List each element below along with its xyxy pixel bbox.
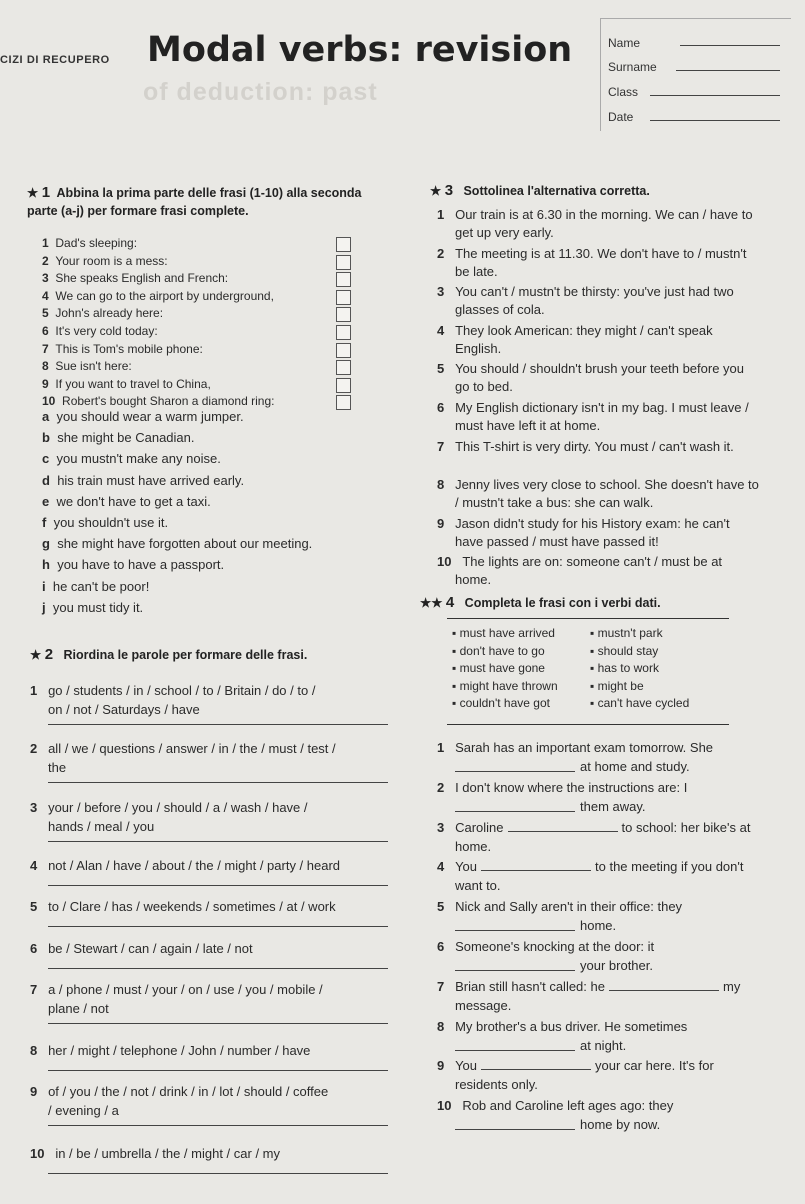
- item-text: you shouldn't use it.: [53, 515, 169, 530]
- item-number: 5: [437, 899, 445, 915]
- item-text-cont: at night.: [580, 1037, 627, 1053]
- list-item: [30, 982, 323, 997]
- list-item: [42, 451, 221, 466]
- list-item: [42, 271, 228, 285]
- item-text: Sarah has an important exam tomorrow. She: [455, 740, 714, 755]
- item-text: John's already here:: [55, 306, 164, 321]
- answer-checkbox[interactable]: [336, 272, 351, 287]
- item-number: 3: [437, 819, 445, 835]
- class-field[interactable]: [650, 95, 780, 96]
- list-item: [42, 377, 211, 391]
- item-words: be / Stewart / can / again / late / not: [48, 941, 253, 956]
- list-item: [30, 1043, 310, 1058]
- item-text-cont: them away.: [580, 798, 646, 814]
- item-text: Robert's bought Sharon a diamond ring:: [62, 394, 275, 409]
- item-letter: e: [42, 493, 50, 509]
- list-item: [437, 1098, 673, 1113]
- item-text: Sue isn't here:: [55, 359, 132, 374]
- item-text: You: [455, 859, 478, 875]
- item-number: 7: [437, 978, 445, 994]
- ex4-number: 4: [445, 594, 455, 611]
- item-number: 4: [42, 288, 49, 303]
- item-number: 7: [437, 438, 445, 454]
- list-item: [42, 600, 143, 615]
- list-item: [30, 941, 253, 956]
- item-text: he can't be poor!: [52, 578, 150, 594]
- item-words: all / we / questions / answer / in / the / must / test /: [48, 741, 336, 756]
- item-text: you must tidy it.: [52, 599, 144, 615]
- item-letter: g: [42, 536, 50, 552]
- item-words: to / Clare / has / weekends / sometimes / at / work: [48, 899, 336, 914]
- list-item: [42, 409, 244, 424]
- verb-option: ▪ should stay: [590, 643, 659, 658]
- surname-label: Surname: [608, 60, 657, 74]
- ex2-heading: [30, 646, 307, 663]
- item-text: you mustn't make any noise.: [56, 451, 221, 467]
- item-number: 4: [437, 322, 445, 338]
- answer-checkbox[interactable]: [336, 343, 351, 358]
- list-item: [42, 359, 132, 373]
- item-text: It's very cold today:: [55, 324, 158, 338]
- verb-option: ▪ can't have cycled: [590, 696, 690, 710]
- item-number: 2: [42, 253, 49, 268]
- item-number: 4: [30, 858, 38, 873]
- item-text-cont: residents only.: [455, 1077, 538, 1093]
- list-item: [437, 820, 750, 835]
- item-number: 7: [42, 341, 49, 356]
- list-item: [30, 800, 308, 815]
- list-item: [437, 323, 713, 338]
- item-number: 9: [437, 515, 445, 531]
- item-number: 5: [437, 361, 445, 377]
- answer-checkbox[interactable]: [336, 395, 351, 410]
- date-label: Date: [608, 110, 634, 124]
- item-text: She speaks English and French:: [55, 271, 229, 286]
- item-text-cont: want to.: [455, 878, 501, 894]
- verb-option: ▪ mustn't park: [590, 626, 663, 640]
- item-text-cont: get up very early.: [455, 225, 554, 240]
- item-text: The lights are on: someone can't / must be at: [462, 554, 723, 570]
- item-number: 3: [30, 800, 38, 815]
- item-number: 9: [30, 1084, 38, 1099]
- list-item: [437, 361, 744, 376]
- answer-checkbox[interactable]: [336, 237, 351, 252]
- item-text: you have to have a passport.: [57, 557, 225, 573]
- item-number: 10: [42, 394, 56, 409]
- item-text: If you want to travel to China,: [55, 376, 211, 391]
- item-text-cont: be late.: [455, 263, 498, 279]
- item-text: Caroline: [455, 819, 504, 835]
- verb-option: ▪ don't have to go: [452, 643, 545, 658]
- item-number: 1: [30, 683, 38, 698]
- item-number: 5: [42, 306, 49, 321]
- item-words: her / might / telephone / John / number / have: [48, 1043, 311, 1058]
- item-text: We can go to the airport by underground,: [55, 288, 274, 303]
- list-item: [42, 579, 149, 594]
- list-item: [42, 557, 224, 572]
- list-item: [42, 473, 244, 488]
- list-item: [30, 741, 336, 756]
- class-label: Class: [608, 85, 639, 99]
- name-label: Name: [608, 36, 641, 50]
- ex1-instruction-2: parte (a-j) per formare frasi complete.: [27, 204, 249, 218]
- verb-option: ▪ might have thrown: [452, 678, 558, 693]
- list-item: [437, 284, 734, 299]
- item-words: go / students / in / school / to / Britain / do / to /: [48, 683, 316, 698]
- item-text: his train must have arrived early.: [57, 472, 245, 488]
- item-words: of / you / the / not / drink / in / lot / should / coffee: [48, 1084, 329, 1099]
- list-item: [30, 858, 340, 873]
- answer-line[interactable]: [48, 885, 388, 886]
- list-item: [42, 254, 168, 268]
- item-number: 8: [437, 477, 445, 493]
- item-text: Someone's knocking at the door: it: [455, 939, 655, 954]
- answer-line[interactable]: [48, 841, 388, 842]
- answer-blank[interactable]: [455, 1129, 575, 1130]
- answer-blank[interactable]: [609, 980, 719, 991]
- ex1-instruction-1: Abbina la prima parte delle frasi (1-10) alla seconda: [56, 186, 362, 200]
- item-words-cont: the: [48, 760, 67, 775]
- item-number: 2: [437, 779, 445, 795]
- item-text: Dad's sleeping:: [55, 236, 138, 250]
- item-text: you should wear a warm jumper.: [56, 409, 244, 424]
- item-text: My English dictionary isn't in my bag. I must leave /: [455, 400, 749, 415]
- item-text-cont: home.: [580, 918, 617, 934]
- item-words: not / Alan / have / about / the / might / party / heard: [48, 858, 341, 873]
- page-title: Modal verbs: revision: [147, 30, 573, 70]
- verb-text: don't have to go: [459, 643, 545, 658]
- item-text-cont: English.: [455, 340, 502, 356]
- answer-line[interactable]: [48, 968, 388, 969]
- item-text: My brother's a bus driver. He sometimes: [455, 1018, 688, 1034]
- item-letter: f: [42, 515, 47, 530]
- list-item: [42, 289, 274, 303]
- list-item: [437, 400, 749, 415]
- name-field[interactable]: [680, 45, 780, 46]
- item-text-after-blank: to the meeting if you don't: [595, 859, 744, 875]
- verb-text: can't have cycled: [597, 696, 690, 710]
- item-number: 9: [437, 1058, 445, 1074]
- date-field[interactable]: [650, 120, 780, 121]
- answer-blank[interactable]: [455, 771, 575, 772]
- list-item: [437, 899, 682, 914]
- answer-line[interactable]: [48, 1125, 388, 1126]
- answer-checkbox[interactable]: [336, 378, 351, 393]
- item-text: Your room is a mess:: [55, 253, 168, 268]
- verb-box-top-rule: [447, 618, 729, 619]
- verb-box-bottom-rule: [447, 724, 729, 725]
- list-item: [437, 1058, 714, 1073]
- list-item: [30, 1146, 280, 1161]
- answer-blank[interactable]: [508, 821, 618, 832]
- item-letter: a: [42, 409, 50, 424]
- star-icon: ★: [430, 184, 442, 198]
- item-number: 7: [30, 982, 38, 997]
- item-words-cont: plane / not: [48, 1001, 109, 1016]
- verb-text: might have thrown: [459, 678, 558, 693]
- answer-blank[interactable]: [455, 970, 575, 971]
- verb-text: has to work: [597, 661, 659, 675]
- item-number: 2: [30, 741, 38, 756]
- item-number: 3: [42, 271, 49, 286]
- item-letter: h: [42, 557, 50, 573]
- list-item: [42, 536, 312, 551]
- list-item: [42, 306, 163, 320]
- verb-option: ▪ might be: [590, 678, 644, 693]
- answer-checkbox[interactable]: [336, 290, 351, 305]
- answer-blank[interactable]: [481, 1059, 591, 1070]
- verb-text: must have arrived: [459, 626, 555, 640]
- item-text: Rob and Caroline left ages ago: they: [462, 1098, 674, 1114]
- item-text: we don't have to get a taxi.: [56, 493, 211, 509]
- ex4-instruction: Completa le frasi con i verbi dati.: [464, 596, 661, 610]
- star-icon: ★: [30, 648, 42, 662]
- list-item: [437, 246, 746, 261]
- item-text: You should / shouldn't brush your teeth before you: [455, 361, 745, 377]
- verb-option: ▪ couldn't have got: [452, 696, 550, 710]
- item-number: 2: [437, 245, 445, 261]
- ex1-heading: [27, 184, 362, 201]
- list-item: [437, 207, 753, 222]
- list-item: [30, 1084, 328, 1099]
- star-icon: ★★: [420, 596, 443, 610]
- side-label: CIZI DI RECUPERO: [0, 54, 110, 66]
- answer-line[interactable]: [48, 1070, 388, 1071]
- item-number: 9: [42, 376, 49, 391]
- bleed-through-text: of deduction: past: [143, 78, 378, 106]
- item-words: a / phone / must / your / on / use / you / mobile /: [48, 982, 323, 997]
- answer-checkbox[interactable]: [336, 325, 351, 340]
- answer-checkbox[interactable]: [336, 255, 351, 270]
- star-icon: ★: [27, 186, 39, 200]
- ex3-number: 3: [444, 182, 454, 199]
- item-text-after-blank: my: [722, 978, 741, 994]
- item-letter: j: [42, 599, 46, 615]
- verb-text: might be: [597, 678, 644, 693]
- item-text-cont: must have left it at home.: [455, 418, 601, 433]
- item-letter: d: [42, 472, 50, 488]
- list-item: [30, 899, 336, 914]
- item-words: in / be / umbrella / the / might / car / my: [55, 1146, 281, 1161]
- answer-line[interactable]: [48, 1023, 388, 1024]
- list-item: [437, 780, 687, 795]
- item-words: your / before / you / should / a / wash / have /: [48, 800, 308, 815]
- item-text: You can't / mustn't be thirsty: you've just had two: [455, 284, 734, 300]
- item-text-cont: at home and study.: [580, 759, 690, 774]
- item-text: she might have forgotten about our meeting.: [57, 536, 313, 552]
- answer-line[interactable]: [48, 782, 388, 783]
- item-text: You: [455, 1058, 478, 1074]
- item-text-cont: glasses of cola.: [455, 302, 545, 318]
- item-number: 6: [437, 400, 445, 415]
- ex1-number: 1: [41, 184, 51, 201]
- item-text: Nick and Sally aren't in their office: they: [455, 899, 683, 915]
- item-number: 8: [42, 359, 49, 374]
- surname-field[interactable]: [676, 70, 780, 71]
- item-text: Jenny lives very close to school. She doesn't have to: [455, 477, 759, 493]
- item-text: This T-shirt is very dirty. You must / can't wash it.: [455, 438, 734, 454]
- list-item: [42, 324, 158, 338]
- item-number: 5: [30, 899, 38, 914]
- item-text: Our train is at 6.30 in the morning. We can / have to: [455, 207, 753, 222]
- answer-checkbox[interactable]: [336, 307, 351, 322]
- ex3-instruction: Sottolinea l'alternativa corretta.: [463, 184, 650, 198]
- list-item: [437, 859, 743, 874]
- item-text-cont: home by now.: [580, 1117, 661, 1133]
- list-item: [42, 394, 274, 408]
- answer-blank[interactable]: [455, 930, 575, 931]
- item-number: 6: [42, 324, 49, 338]
- item-text-cont: / mustn't take a bus: she can walk.: [455, 495, 654, 511]
- list-item: [437, 516, 730, 531]
- verb-text: must have gone: [459, 661, 545, 675]
- answer-blank[interactable]: [455, 1050, 575, 1051]
- item-number: 3: [437, 284, 445, 300]
- item-number: 1: [437, 207, 445, 222]
- answer-line[interactable]: [48, 724, 388, 725]
- item-text: They look American: they might / can't speak: [455, 322, 713, 338]
- item-words-cont: on / not / Saturdays / have: [48, 702, 200, 717]
- item-words-cont: hands / meal / you: [48, 819, 155, 834]
- item-letter: i: [42, 578, 46, 594]
- verb-text: mustn't park: [597, 626, 663, 640]
- ex4-heading: [420, 594, 661, 611]
- list-item: [42, 515, 168, 530]
- list-item: [42, 236, 137, 250]
- item-number: 8: [437, 1018, 445, 1034]
- item-number: 1: [437, 740, 445, 755]
- verb-option: ▪ must have gone: [452, 661, 545, 675]
- verb-text: should stay: [597, 643, 659, 658]
- item-number: 4: [437, 859, 445, 875]
- item-text: Brian still hasn't called: he: [455, 978, 605, 994]
- item-text-cont: home.: [455, 572, 492, 588]
- list-item: [30, 683, 315, 698]
- list-item: [42, 342, 203, 356]
- answer-checkbox[interactable]: [336, 360, 351, 375]
- item-text: I don't know where the instructions are: I: [455, 779, 688, 795]
- item-text-cont: your brother.: [580, 958, 653, 973]
- ex2-instruction: Riordina le parole per formare delle frasi.: [63, 648, 308, 662]
- list-item: [437, 554, 722, 569]
- item-number: 8: [30, 1043, 38, 1058]
- answer-blank[interactable]: [455, 811, 575, 812]
- item-number: 6: [30, 941, 38, 956]
- item-text-cont: home.: [455, 838, 492, 854]
- item-text: Jason didn't study for his History exam: he can't: [455, 515, 730, 531]
- list-item: [437, 979, 740, 994]
- item-number: 1: [42, 236, 49, 250]
- item-letter: b: [42, 430, 50, 446]
- item-words-cont: / evening / a: [48, 1103, 119, 1118]
- item-number: 10: [437, 554, 452, 570]
- answer-line[interactable]: [48, 926, 388, 927]
- list-item: [437, 740, 713, 755]
- list-item: [437, 939, 654, 954]
- ex2-number: 2: [44, 646, 54, 663]
- item-number: 6: [437, 939, 445, 954]
- item-number: 10: [30, 1146, 45, 1161]
- list-item: [437, 1019, 687, 1034]
- answer-line[interactable]: [48, 1173, 388, 1174]
- answer-blank[interactable]: [481, 860, 591, 871]
- item-letter: c: [42, 451, 50, 467]
- verb-option: ▪ has to work: [590, 661, 659, 675]
- item-text-cont: message.: [455, 997, 512, 1013]
- list-item: [42, 494, 211, 509]
- item-text: This is Tom's mobile phone:: [55, 341, 203, 356]
- list-item: [437, 439, 734, 454]
- item-text-after-blank: your car here. It's for: [595, 1058, 714, 1074]
- verb-option: ▪ must have arrived: [452, 626, 555, 640]
- verb-text: couldn't have got: [459, 696, 550, 710]
- ex3-heading: [430, 182, 650, 199]
- item-text-cont: have passed / must have passed it!: [455, 533, 659, 549]
- item-text: she might be Canadian.: [57, 430, 195, 446]
- item-text: The meeting is at 11.30. We don't have to / mustn't: [455, 245, 747, 261]
- list-item: [42, 430, 195, 445]
- item-text-after-blank: to school: her bike's at: [621, 819, 751, 835]
- list-item: [437, 477, 759, 492]
- item-text-cont: go to bed.: [455, 379, 513, 395]
- item-number: 10: [437, 1098, 452, 1114]
